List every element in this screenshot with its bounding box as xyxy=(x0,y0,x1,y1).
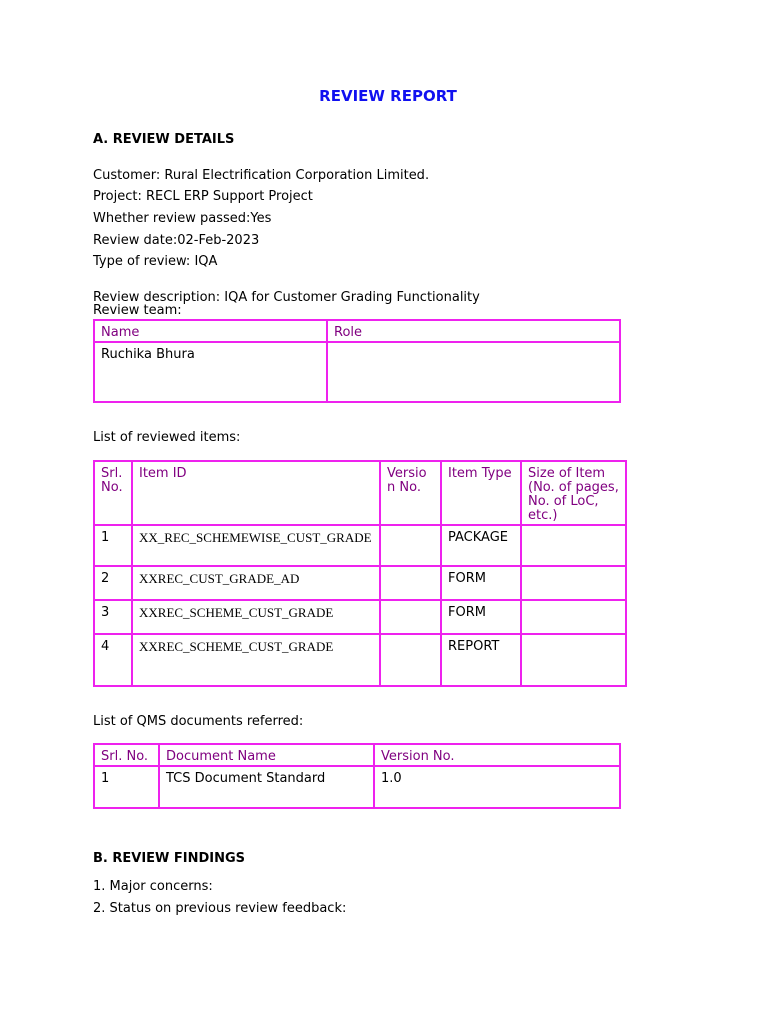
review-passed-line: Whether review passed:Yes xyxy=(93,211,272,226)
page-title: REVIEW REPORT xyxy=(319,87,457,105)
reviewed-items-label: List of reviewed items: xyxy=(93,430,241,445)
version-no-cell xyxy=(380,600,441,634)
table-header-row xyxy=(94,320,620,342)
review-type-line: Type of review: IQA xyxy=(93,254,218,269)
table-header-row xyxy=(94,744,620,766)
review-date-line: Review date:02-Feb-2023 xyxy=(93,233,260,248)
srl-no-cell: 1 xyxy=(94,766,159,808)
table-row xyxy=(94,525,626,566)
qms-documents-label: List of QMS documents referred: xyxy=(93,714,304,729)
srl-no-cell: 4 xyxy=(94,634,132,686)
header-cell-document-name: Document Name xyxy=(159,744,374,766)
item-id-cell: XXREC_SCHEME_CUST_GRADE xyxy=(132,600,380,634)
table-row xyxy=(94,342,620,402)
size-cell xyxy=(521,600,626,634)
finding-major-concerns: 1. Major concerns: xyxy=(93,879,213,894)
review-team-table xyxy=(93,319,621,403)
item-id-cell: XXREC_SCHEME_CUST_GRADE xyxy=(132,634,380,686)
srl-no-cell: 2 xyxy=(94,566,132,600)
version-no-cell: 1.0 xyxy=(374,766,620,808)
document-name-cell: TCS Document Standard xyxy=(159,766,374,808)
version-no-cell xyxy=(380,566,441,600)
header-cell-srl-no: Srl. No. xyxy=(94,744,159,766)
review-description: Review description: IQA for Customer Grading Functionality xyxy=(93,290,480,305)
version-no-cell xyxy=(380,634,441,686)
table-row xyxy=(94,600,626,634)
srl-no-cell: 3 xyxy=(94,600,132,634)
table-row xyxy=(94,634,626,686)
table-header-row xyxy=(94,461,626,525)
header-cell-item-id: Item ID xyxy=(132,461,380,525)
header-cell-srl-no: Srl. No. xyxy=(94,461,132,525)
header-cell-role: Role xyxy=(327,320,620,342)
header-cell-size-of-item: Size of Item (No. of pages, No. of LoC, etc.) xyxy=(521,461,626,525)
item-type-cell: PACKAGE xyxy=(441,525,521,566)
team-member-name: Ruchika Bhura xyxy=(94,342,327,402)
header-cell-name: Name xyxy=(94,320,327,342)
size-cell xyxy=(521,566,626,600)
size-cell xyxy=(521,634,626,686)
item-id-cell: XX_REC_SCHEMEWISE_CUST_GRADE xyxy=(132,525,380,566)
project-line: Project: RECL ERP Support Project xyxy=(93,189,313,204)
reviewed-items-table xyxy=(93,460,627,687)
team-member-role xyxy=(327,342,620,402)
review-team-label: Review team: xyxy=(93,303,182,318)
header-cell-version-no: Version No. xyxy=(380,461,441,525)
finding-previous-feedback: 2. Status on previous review feedback: xyxy=(93,901,347,916)
header-cell-item-type: Item Type xyxy=(441,461,521,525)
section-a-heading: A. REVIEW DETAILS xyxy=(93,132,235,147)
version-no-cell xyxy=(380,525,441,566)
customer-line: Customer: Rural Electrification Corporation Limited. xyxy=(93,168,430,183)
srl-no-cell: 1 xyxy=(94,525,132,566)
header-cell-version-no: Version No. xyxy=(374,744,620,766)
size-cell xyxy=(521,525,626,566)
section-b-heading: B. REVIEW FINDINGS xyxy=(93,851,246,866)
item-type-cell: FORM xyxy=(441,600,521,634)
qms-documents-table xyxy=(93,743,621,809)
table-row xyxy=(94,566,626,600)
item-id-cell: XXREC_CUST_GRADE_AD xyxy=(132,566,380,600)
item-type-cell: FORM xyxy=(441,566,521,600)
item-type-cell: REPORT xyxy=(441,634,521,686)
table-row xyxy=(94,766,620,808)
